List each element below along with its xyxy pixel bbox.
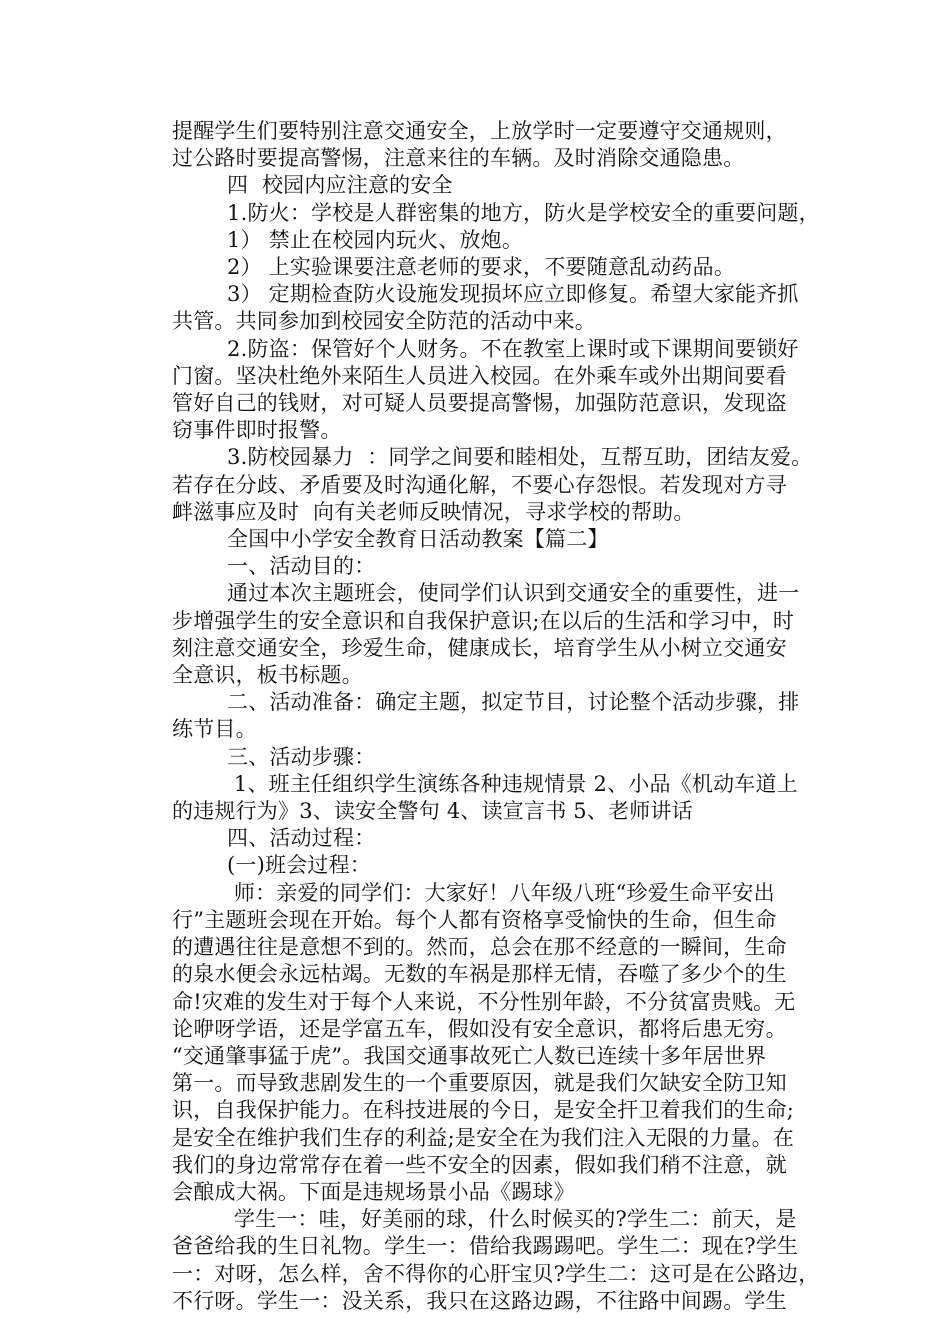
text-line: 的违规行为》3、读安全警句 4、读宣言书 5、老师讲话: [172, 799, 693, 824]
text-line: 2.防盗：保管好个人财务。不在教室上课时或下课期间要锁好: [172, 336, 799, 361]
text-line: 的泉水便会永远枯竭。无数的车祸是那样无情，吞噬了多少个的生: [172, 962, 787, 987]
text-line: 不行呀。学生一：没关系，我只在这路边踢，不往路中间踢。学生: [172, 1288, 787, 1313]
text-line: 是安全在维护我们生存的利益;是安全在为我们注入无限的力量。在: [172, 1125, 795, 1150]
text-line: 爸爸给我的生日礼物。学生一：借给我踢踢吧。学生二：现在?学生: [172, 1234, 799, 1259]
text-line: 通过本次主题班会，使同学们认识到交通安全的重要性，进一: [172, 581, 800, 606]
text-line: 命!灾难的发生对于每个人来说，不分性别年龄，不分贫富贵贱。无: [172, 989, 796, 1014]
text-line: 过公路时要提高警惕，注意来往的车辆。及时消除交通隐患。: [172, 146, 745, 171]
text-line: 刻注意交通安全，珍爱生命，健康成长，培育学生从小树立交通安: [172, 635, 787, 660]
text-line: 若存在分歧、矛盾要及时沟通化解，不要心存怨恨。若发现对方寻: [172, 472, 787, 497]
text-line: 二、活动准备：确定主题，拟定节目，讨论整个活动步骤，排: [172, 690, 800, 715]
text-line: 行”主题班会现在开始。每个人都有资格享受愉快的生命，但生命: [172, 907, 777, 932]
section-heading: 四、活动过程：: [172, 826, 376, 851]
text-line: 1、班主任组织学生演练各种违规情景 2、小品《机动车道上: [172, 771, 798, 796]
text-line: 衅滋事应及时 向有关老师反映情况，寻求学校的帮助。: [172, 499, 695, 524]
section-heading: 四 校园内应注意的安全: [172, 173, 453, 198]
document-body: [172, 118, 820, 1315]
text-line: 学生一：哇，好美丽的球，什么时候买的?学生二：前天，是: [172, 1207, 797, 1232]
text-line: 一：对呀，怎么样，舍不得你的心肝宝贝?学生二：这可是在公路边，: [172, 1261, 820, 1286]
text-line: 1.防火：学校是人群密集的地方，防火是学校安全的重要问题，: [172, 200, 820, 225]
text-line: 管好自己的钱财，对可疑人员要提高警惕，加强防范意识，发现盗: [172, 391, 787, 416]
text-line: 全意识，板书标题。: [172, 663, 363, 688]
text-line: 第一。而导致悲剧发生的一个重要原因，就是我们欠缺安全防卫知: [172, 1071, 787, 1096]
text-line: 师：亲爱的同学们：大家好！八年级八班“珍爱生命平安出: [172, 880, 775, 905]
text-line: 会酿成大祸。下面是违规场景小品《踢球》: [172, 1179, 575, 1204]
text-line: 1） 禁止在校园内玩火、放炮。: [172, 227, 524, 252]
text-line: 的遭遇往往是意想不到的。然而，总会在那不经意的一瞬间，生命: [172, 935, 787, 960]
text-line: “交通肇事猛于虎”。我国交通事故死亡人数已连续十多年居世界: [172, 1043, 767, 1068]
text-line: 步增强学生的安全意识和自我保护意识;在以后的生活和学习中，时: [172, 608, 795, 633]
text-line: 论咿呀学语，还是学富五车，假如没有安全意识，都将后患无穷。: [172, 1016, 787, 1041]
text-line: 门窗。坚决杜绝外来陌生人员进入校园。在外乘车或外出期间要看: [172, 363, 787, 388]
section-heading: 三、活动步骤：: [172, 744, 376, 769]
text-line: 2） 上实验课要注意老师的要求，不要随意乱动药品。: [172, 255, 736, 280]
section-title: 全国中小学安全教育日活动教案【篇二】: [172, 527, 609, 552]
text-line: 共管。共同参加到校园安全防范的活动中来。: [172, 309, 596, 334]
text-line: 提醒学生们要特别注意交通安全，上放学时一定要遵守交通规则，: [172, 119, 787, 143]
section-heading: (一)班会过程：: [172, 853, 371, 878]
text-line: 我们的身边常常存在着一些不安全的因素，假如我们稍不注意，就: [172, 1152, 787, 1177]
text-line: 3.防校园暴力 ：同学之间要和睦相处，互帮互助，团结友爱。: [172, 445, 813, 470]
text-line: 练节目。: [172, 717, 257, 742]
text-line: 窃事件即时报警。: [172, 418, 342, 443]
text-line: 3） 定期检查防火设施发现损坏应立即修复。希望大家能齐抓: [172, 282, 799, 307]
text-line: 识，自我保护能力。在科技进展的今日，是安全扞卫着我们的生命;: [172, 1098, 795, 1123]
section-heading: 一、活动目的：: [172, 554, 376, 579]
